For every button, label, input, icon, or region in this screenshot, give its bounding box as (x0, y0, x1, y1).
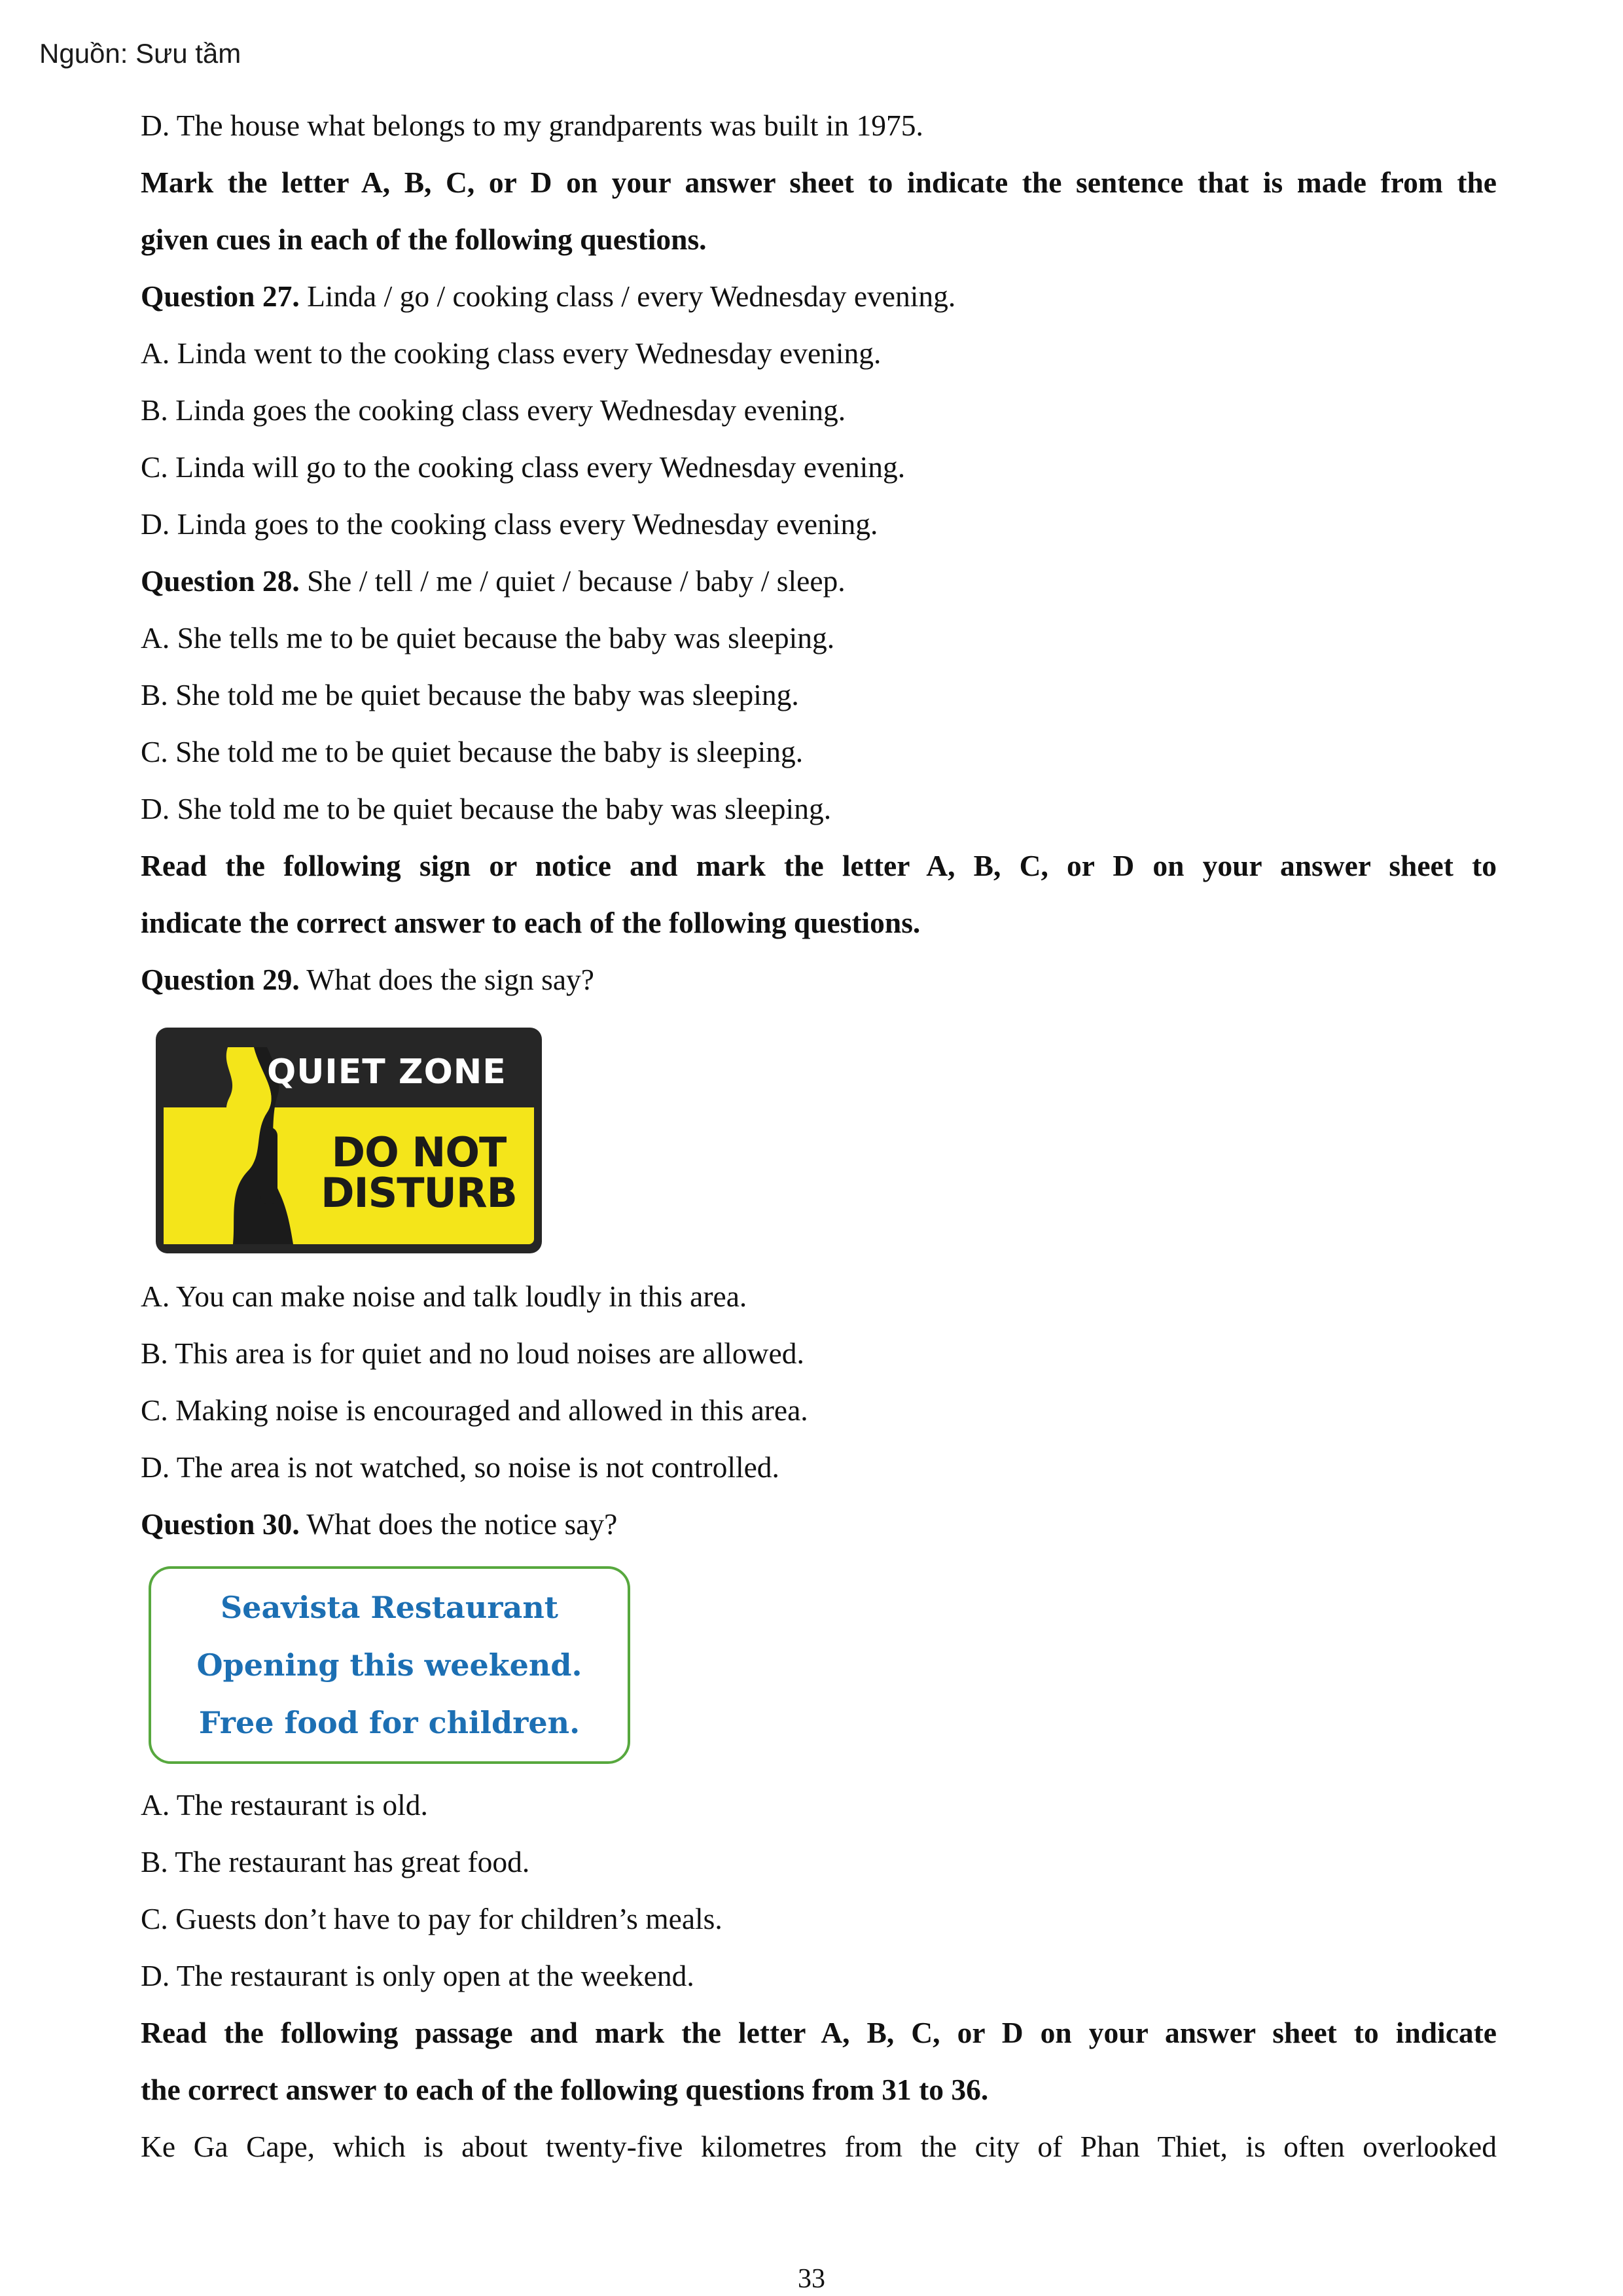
restaurant-notice (149, 1566, 630, 1764)
sign-top-text: QUIET ZONE (267, 1052, 507, 1092)
question-30-label: Question 30. (141, 1507, 300, 1541)
question-27-text: Linda / go / cooking class / every Wednesday evening. (299, 279, 956, 313)
source-note: Nguồn: Sưu tầm (39, 38, 241, 69)
section-instruction-passage-line1: Read the following passage and mark the letter A, B, C, or D on your answer sheet to indicate (141, 2016, 1497, 2049)
section-instruction-sign-line1: Read the following sign or notice and mark the letter A, B, C, or D on your answer sheet to (141, 849, 1497, 882)
question-27-option-a: A. Linda went to the cooking class every Wednesday evening. (141, 336, 882, 370)
question-30 (141, 1496, 1497, 1552)
sign-main-line1: DO NOT (331, 1128, 507, 1176)
question-29-label: Question 29. (141, 963, 300, 996)
question-28-option-c: C. She told me to be quiet because the baby is sleeping. (141, 735, 804, 768)
section-instruction-cues-line1: Mark the letter A, B, C, or D on your answer sheet to indicate the sentence that is made from the (141, 166, 1497, 199)
question-28-text: She / tell / me / quiet / because / baby / sleep. (299, 564, 846, 598)
question-29-option-c: C. Making noise is encouraged and allowed in this area. (141, 1393, 808, 1427)
question-27-label: Question 27. (141, 279, 300, 313)
question-28-option-b: B. She told me be quiet because the baby was sleeping. (141, 678, 799, 711)
page-number: 33 (798, 2264, 825, 2294)
sign-main-line2: DISTURB (321, 1169, 517, 1217)
question-29-option-d: D. The area is not watched, so noise is not controlled. (141, 1450, 779, 1484)
question-30-option-c: C. Guests don’t have to pay for children’s meals. (141, 1902, 722, 1935)
question-27-option-c: C. Linda will go to the cooking class every Wednesday evening. (141, 450, 906, 484)
question-30-option-b: B. The restaurant has great food. (141, 1845, 530, 1878)
question-29-option-b: B. This area is for quiet and no loud noises are allowed. (141, 1336, 804, 1370)
question-30-option-a: A. The restaurant is old. (141, 1788, 428, 1821)
question-28-option-a: A. She tells me to be quiet because the baby was sleeping. (141, 621, 835, 655)
question-28-label: Question 28. (141, 564, 300, 598)
question-27-option-b: B. Linda goes the cooking class every Wednesday evening. (141, 393, 846, 427)
sign-main-text (308, 1128, 530, 1217)
question-30-option-d: D. The restaurant is only open at the weekend. (141, 1959, 694, 1992)
question-29-option-a: A. You can make noise and talk loudly in this area. (141, 1280, 747, 1313)
prev-question-option-d: D. The house what belongs to my grandparents was built in 1975. (141, 109, 923, 142)
question-29 (141, 951, 1497, 1008)
section-instruction-passage-line2: the correct answer to each of the following questions from 31 to 36. (141, 2073, 989, 2106)
question-27-option-d: D. Linda goes to the cooking class every Wednesday evening. (141, 507, 878, 541)
notice-line3: Free food for children. (198, 1705, 580, 1740)
passage-first-line: Ke Ga Cape, which is about twenty-five kilometres from the city of Phan Thiet, is often overlooked (141, 2130, 1497, 2163)
question-28 (141, 552, 1497, 609)
question-30-text: What does the notice say? (299, 1507, 618, 1541)
section-instruction-sign-line2: indicate the correct answer to each of the following questions. (141, 906, 921, 939)
notice-line1: Seavista Restaurant (220, 1590, 559, 1625)
question-29-text: What does the sign say? (299, 963, 594, 996)
quiet-zone-sign (156, 1028, 542, 1253)
question-27 (141, 268, 1497, 325)
notice-line2: Opening this weekend. (196, 1647, 582, 1683)
question-28-option-d: D. She told me to be quiet because the baby was sleeping. (141, 792, 832, 825)
section-instruction-cues-line2: given cues in each of the following questions. (141, 223, 707, 256)
page-content (141, 97, 1497, 2175)
